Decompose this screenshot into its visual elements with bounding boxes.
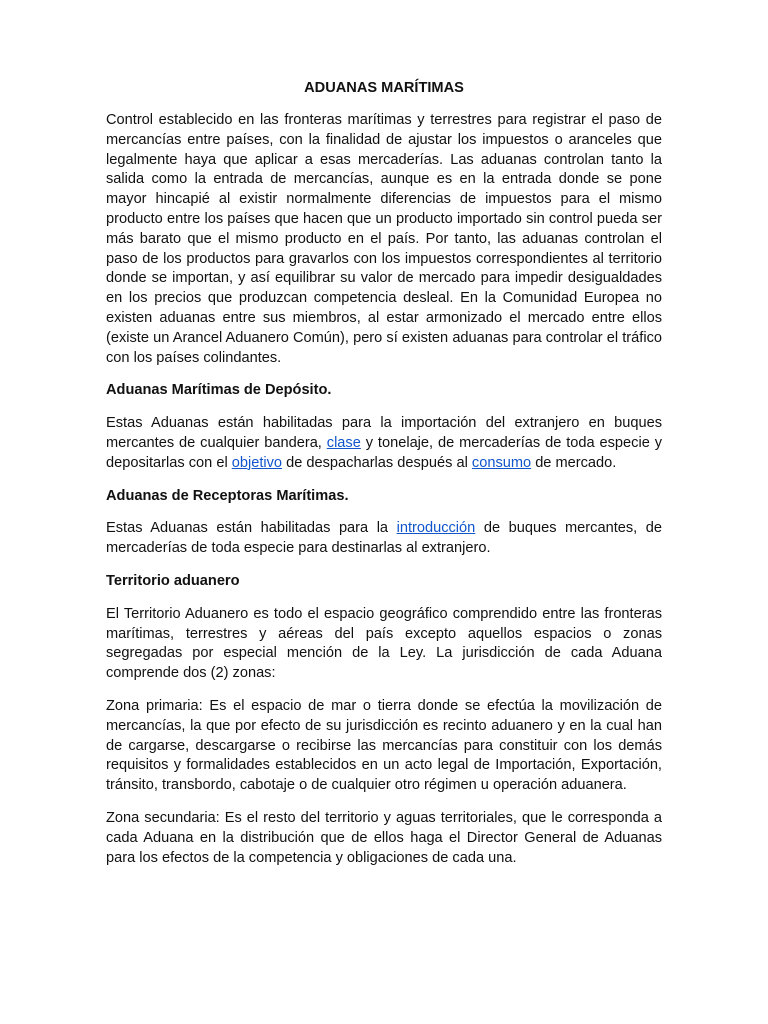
link-clase[interactable]: clase xyxy=(326,434,361,451)
paragraph-text: Estas Aduanas están habilitadas para la importación del extranjero en buques mercantes de cualquier bandera, xyxy=(106,415,662,451)
link-objetivo[interactable]: objetivo xyxy=(231,454,283,471)
document-page xyxy=(106,79,662,868)
zona-secundaria-paragraph: Zona secundaria: Es el resto del territorio y aguas territoriales, que le corresponda a cada Aduana en la distribución que de ellos haga el Director General de Aduanas para los efectos de la competencia y obligaciones de cada una. xyxy=(106,809,662,866)
paragraph-text: Estas Aduanas están habilitadas para la xyxy=(106,520,397,537)
territorio-paragraph: El Territorio Aduanero es todo el espacio geográfico comprendido entre las fronteras marítimas, terrestres y aéreas del país excepto aquellos espacios o zonas segregadas por especial mención de la Ley. La jurisdicción de cada Aduana comprende dos (2) zonas: xyxy=(106,605,662,682)
paragraph-text: y tonelaje, de mercaderías de toda especie y depositarlas con el xyxy=(106,434,663,471)
section-heading-deposito: Aduanas Marítimas de Depósito. xyxy=(106,382,332,399)
paragraph-text: de mercado. xyxy=(531,454,617,471)
zona-primaria-paragraph: Zona primaria: Es el espacio de mar o tierra donde se efectúa la movilización de mercancías, la que por efecto de su jurisdicción es recinto aduanero y en la cual han de cargarse, descargarse o recibirse las mercancías para constituir con los demás requisitos y formalidades establecidos en un acto legal de Importación, Exportación, tránsito, transbordo, cabotaje o de cualquier otro régimen u operación aduanera. xyxy=(106,697,662,794)
link-consumo[interactable]: consumo xyxy=(471,454,532,471)
document-title: ADUANAS MARÍTIMAS xyxy=(304,80,464,96)
section-heading-territorio: Territorio aduanero xyxy=(106,572,240,589)
link-introduccion[interactable]: introducción xyxy=(396,520,476,537)
intro-paragraph: Control establecido en las fronteras marítimas y terrestres para registrar el paso de mercancías entre países, con la finalidad de ajustar los impuestos o aranceles que legalmente haya que aplicar a esas mercaderías. Las aduanas controlan tanto la salida como la entrada de mercancías, aunque es en la entrada donde se pone mayor hincapié al existir normalmente diferencias de impuestos para el mismo producto entre los países que hacen que un producto importado sin control pueda ser más barato que el mismo producto en el país. Por tanto, las aduanas controlan el paso de los productos para gravarlos con los impuestos correspondientes al territorio donde se importan, y así equilibrar su valor de mercado para impedir desigualdades en los precios que produzcan competencia desleal. En la Comunidad Europea no existen aduanas entre sus miembros, al estar armonizado el mercado entre ellos (existe un Arancel Aduanero Común), pero sí existen aduanas para controlar el tráfico con los países colindantes. xyxy=(106,112,662,366)
paragraph-text: de despacharlas después al xyxy=(282,454,472,471)
section-heading-receptoras: Aduanas de Receptoras Marítimas. xyxy=(106,487,349,504)
section-paragraph-deposito xyxy=(106,414,662,473)
section-paragraph-receptoras xyxy=(106,519,662,559)
paragraph-text: de buques mercantes, de mercaderías de toda especie para destinarlas al extranjero. xyxy=(106,520,662,557)
